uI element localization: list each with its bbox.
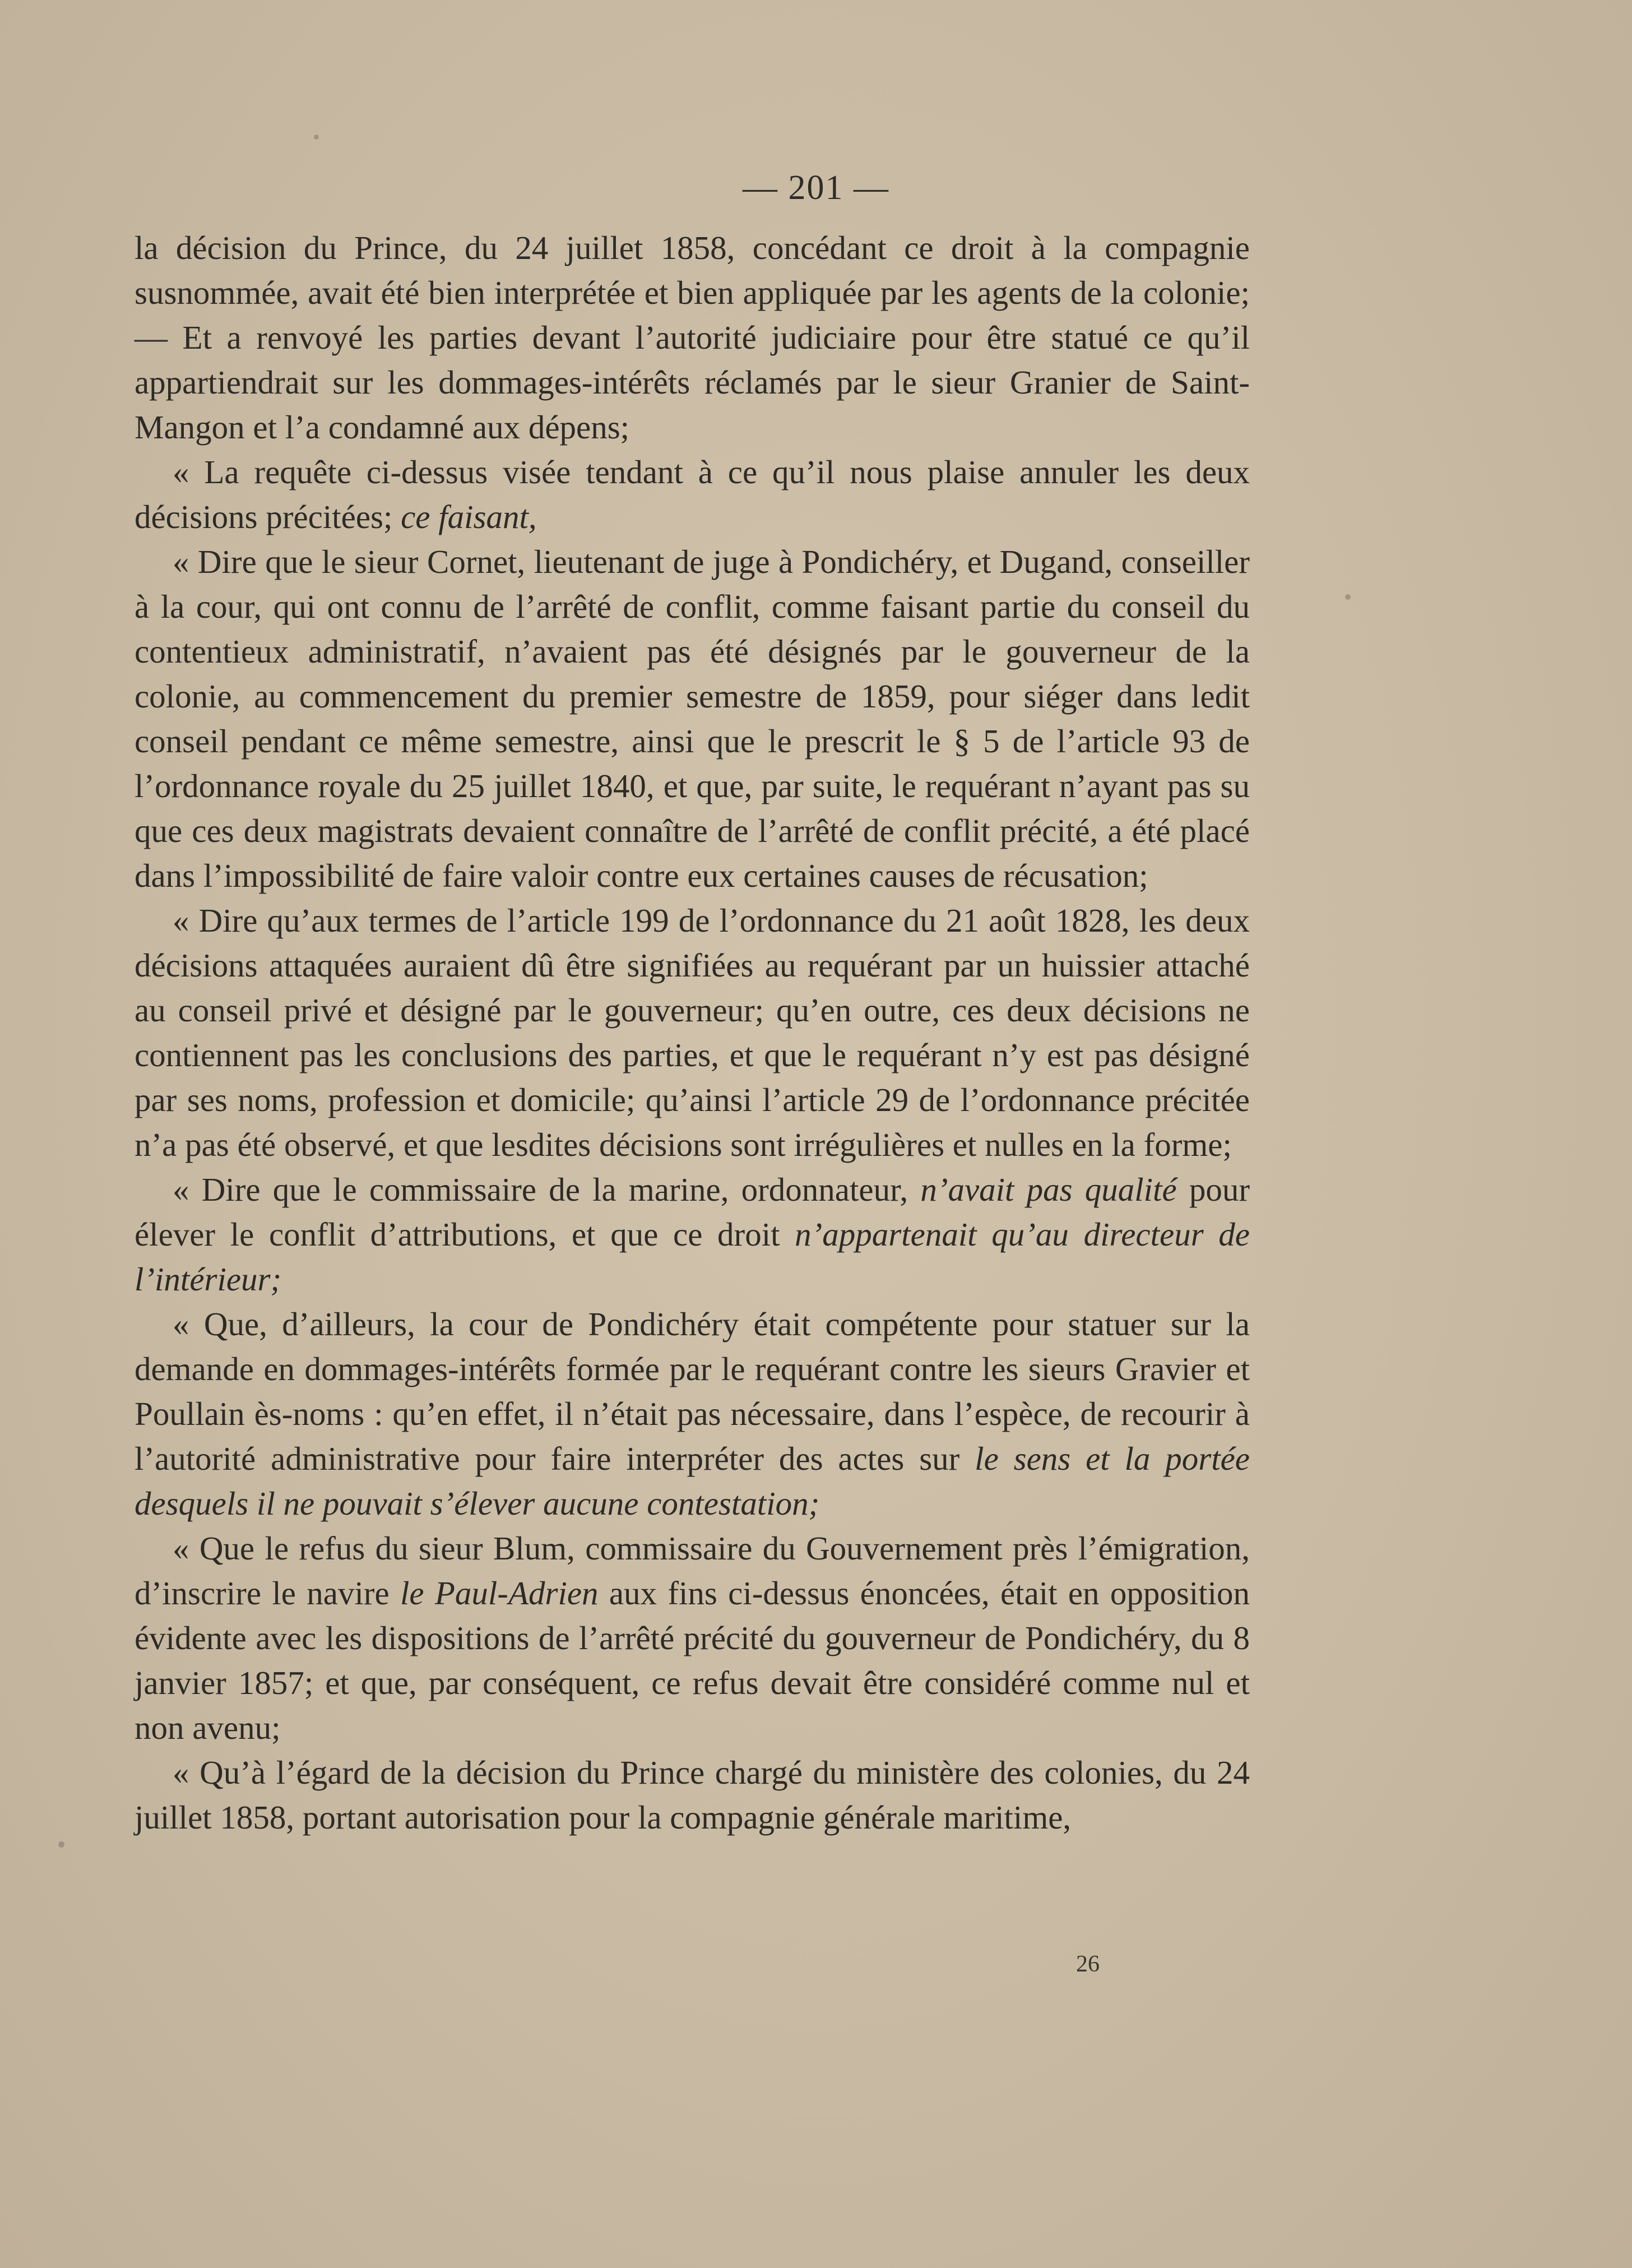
ink-spot bbox=[1345, 594, 1351, 600]
signature-mark: 26 bbox=[1076, 1951, 1100, 1977]
paragraph bbox=[135, 225, 1250, 450]
paragraph bbox=[135, 1526, 1250, 1750]
page-number: — 201 — bbox=[743, 169, 889, 207]
paragraph-text: « Dire que le commissaire de la marine, ordonnateur, bbox=[173, 1171, 921, 1208]
italic-text: le Paul-Adrien bbox=[400, 1575, 599, 1612]
paragraph bbox=[135, 1750, 1250, 1840]
paragraph bbox=[135, 898, 1250, 1167]
paragraph-text: aux fins ci-dessus énoncées, était en opposition évidente avec les dispositions de l’arrêté précité du gouverneur de Pondichéry, du 8 janvier 1857; et que, par conséquent, ce refus devait être considéré comme nul et non avenu; bbox=[135, 1575, 1250, 1746]
paragraph-text: « Dire qu’aux termes de l’article 199 de l’ordonnance du 21 août 1828, les deux décisions attaquées auraient dû être signifiées au requérant par un huissier attaché au conseil privé et désigné par le gouverneur; qu’en outre, ces deux décisions ne contiennent pas les conclusions des parties, et que le requérant n’y est pas désigné par ses noms, profession et domicile; qu’ainsi l’article 29 de l’ordonnance précitée n’a pas été observé, et que lesdites décisions sont irrégulières et nulles en la forme; bbox=[135, 902, 1250, 1163]
paragraph bbox=[135, 1302, 1250, 1526]
paragraph-text: la décision du Prince, du 24 juillet 1858, concédant ce droit à la compagnie susnommée, avait été bien interprétée et bien appliquée par les agents de la colonie; — Et a renvoyé les parties devant l’autorité judiciaire pour être statué ce qu’il appartiendrait sur les dommages-intérêts réclamés par le sieur Granier de Saint-Mangon et l’a condamné aux dépens; bbox=[135, 229, 1250, 446]
body-text bbox=[135, 225, 1250, 1840]
paragraph bbox=[135, 450, 1250, 539]
ink-spot bbox=[58, 1841, 64, 1848]
ink-spot bbox=[314, 135, 319, 140]
paragraph bbox=[135, 539, 1250, 898]
italic-text: le sens et la portée desquels il ne pouvait s’élever aucune contestation; bbox=[135, 1440, 1250, 1522]
paragraph-text: pour élever le conflit d’attributions, et que ce droit bbox=[135, 1171, 1250, 1253]
paragraph-text: « La requête ci-dessus visée tendant à ce qu’il nous plaise annuler les deux décisions précitées; bbox=[135, 453, 1250, 535]
italic-text: n’avait pas qualité bbox=[920, 1171, 1177, 1208]
paragraph-text: « Qu’à l’égard de la décision du Prince chargé du ministère des colonies, du 24 juillet 1858, portant autorisation pour la compagnie générale maritime, bbox=[135, 1754, 1250, 1836]
paragraph-text: « Que le refus du sieur Blum, commissaire du Gouvernement près l’émigration, d’inscrire le navire bbox=[135, 1530, 1250, 1612]
paragraph bbox=[135, 1167, 1250, 1302]
italic-text: n’appartenait qu’au directeur de l’intérieur; bbox=[135, 1216, 1250, 1298]
paragraph-text: « Que, d’ailleurs, la cour de Pondichéry était compétente pour statuer sur la demande en dommages-intérêts formée par le requérant contre les sieurs Gravier et Poullain ès-noms : qu’en effet, il n’était pas nécessaire, dans l’espèce, de recourir à l’autorité administrative pour faire interpréter des actes sur bbox=[135, 1306, 1250, 1477]
italic-text: ce faisant, bbox=[401, 498, 537, 535]
paragraph-text: « Dire que le sieur Cornet, lieutenant de juge à Pondichéry, et Dugand, conseiller à la cour, qui ont connu de l’arrêté de conflit, comme faisant partie du conseil du contentieux administratif, n’avaient pas été désignés par le gouverneur de la colonie, au commencement du premier semestre de 1859, pour siéger dans ledit conseil pendant ce même semestre, ainsi que le prescrit le § 5 de l’article 93 de l’ordonnance royale du 25 juillet 1840, et que, par suite, le requérant n’ayant pas su que ces deux magistrats devaient connaître de l’arrêté de conflit précité, a été placé dans l’impossibilité de faire valoir contre eux certaines causes de récusation; bbox=[135, 543, 1250, 894]
